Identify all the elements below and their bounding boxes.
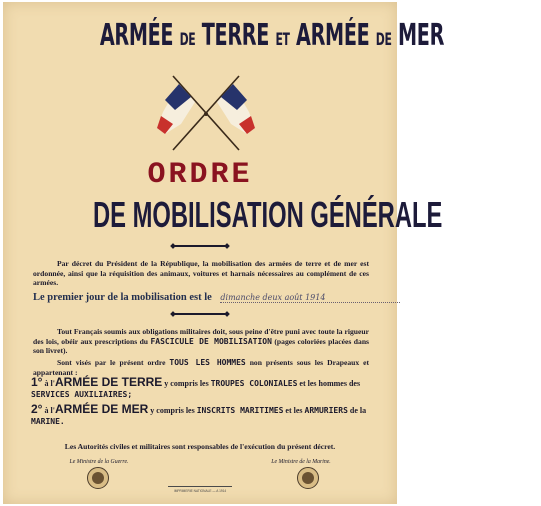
minister-marine-label: Le Ministre de la Marine. — [271, 459, 331, 465]
minister-guerre-label: Le Ministre de la Guerre. — [69, 459, 129, 465]
title-mobilisation-text: DE MOBILISATION GÉNÉRALE — [92, 194, 443, 235]
item-number: 1° — [31, 375, 43, 389]
guerre-seal-icon — [87, 467, 109, 489]
mobilization-poster — [3, 2, 445, 504]
all-men-emphasis: TOUS LES HOMMES — [169, 358, 246, 367]
poster-headline — [3, 18, 445, 53]
first-day-label: Le premier jour de la mobilisation est le — [33, 292, 212, 303]
marine: MARINE. — [31, 417, 65, 426]
item-rest: et les — [285, 406, 303, 415]
headline-word-mer: MER — [397, 18, 445, 53]
obligations-paragraph — [33, 327, 369, 356]
title-mobilisation — [3, 194, 443, 236]
army-item-mer — [31, 404, 371, 427]
printer-rule — [168, 486, 232, 487]
item-tail: de la — [349, 406, 367, 415]
decree-paragraph: Par décret du Président de la République, la mobilisation des armées de terre et de mer est ordonnée, ainsi que la réquisition des animaux, voitures et harnais nécessaires au complément de ces armées. — [33, 259, 369, 288]
services-auxiliaires: SERVICES AUXILIAIRES; — [31, 390, 133, 399]
item-prefix: à l' — [44, 379, 55, 388]
first-day-line — [33, 292, 373, 303]
headline-word-de-2: DE — [375, 30, 392, 50]
army-name-terre: ARMÉE DE TERRE — [54, 375, 163, 389]
headline-word-terre: TERRE — [201, 18, 270, 53]
item-rest: et les hommes des — [299, 379, 361, 388]
fascicule-emphasis: FASCICULE DE MOBILISATION — [150, 336, 272, 346]
ornament-divider — [175, 313, 225, 315]
obligations-text: Tout Français soumis aux obligations militaires doit, sous peine d'être puni avec toute la rigueur des lois, obéir aux prescriptions du — [33, 327, 369, 346]
item-mid: y compris les — [164, 379, 209, 388]
responsibility-footer: Les Autorités civiles et militaires sont responsables de l'exécution du présent décret. — [64, 442, 336, 451]
headline-word-armee-2: ARMÉE — [296, 18, 370, 53]
headline-word-armee-1: ARMÉE — [99, 18, 174, 53]
title-ordre: ORDRE — [147, 158, 253, 192]
concerned-text: Sont visés par le présent ordre — [57, 358, 166, 367]
item-number: 2° — [31, 402, 43, 416]
item-prefix: à l' — [44, 406, 55, 415]
marine-seal-icon — [297, 467, 319, 489]
first-day-handwritten-date: dimanche deux août 1914 — [220, 293, 400, 303]
crossed-flags-icon — [151, 72, 261, 152]
inscrits-maritimes: INSCRITS MARITIMES — [196, 406, 284, 415]
armuriers: ARMURIERS — [304, 406, 348, 415]
item-mid: y compris les — [150, 406, 195, 415]
troupes-coloniales: TROUPES COLONIALES — [210, 379, 298, 388]
concerned-tail: non présents sous les Drapeaux et appartenant : — [33, 358, 369, 377]
headline-word-et: ET — [275, 30, 290, 50]
army-item-terre — [31, 377, 371, 400]
ornament-divider — [175, 245, 225, 247]
headline-word-de-1: DE — [179, 30, 196, 50]
obligations-tail: (pages coloriées placées dans son livret). — [33, 336, 369, 356]
army-name-mer: ARMÉE DE MER — [54, 402, 149, 416]
printer-imprint: IMPRIMERIE NATIONALE — A 1914 — [173, 489, 227, 493]
